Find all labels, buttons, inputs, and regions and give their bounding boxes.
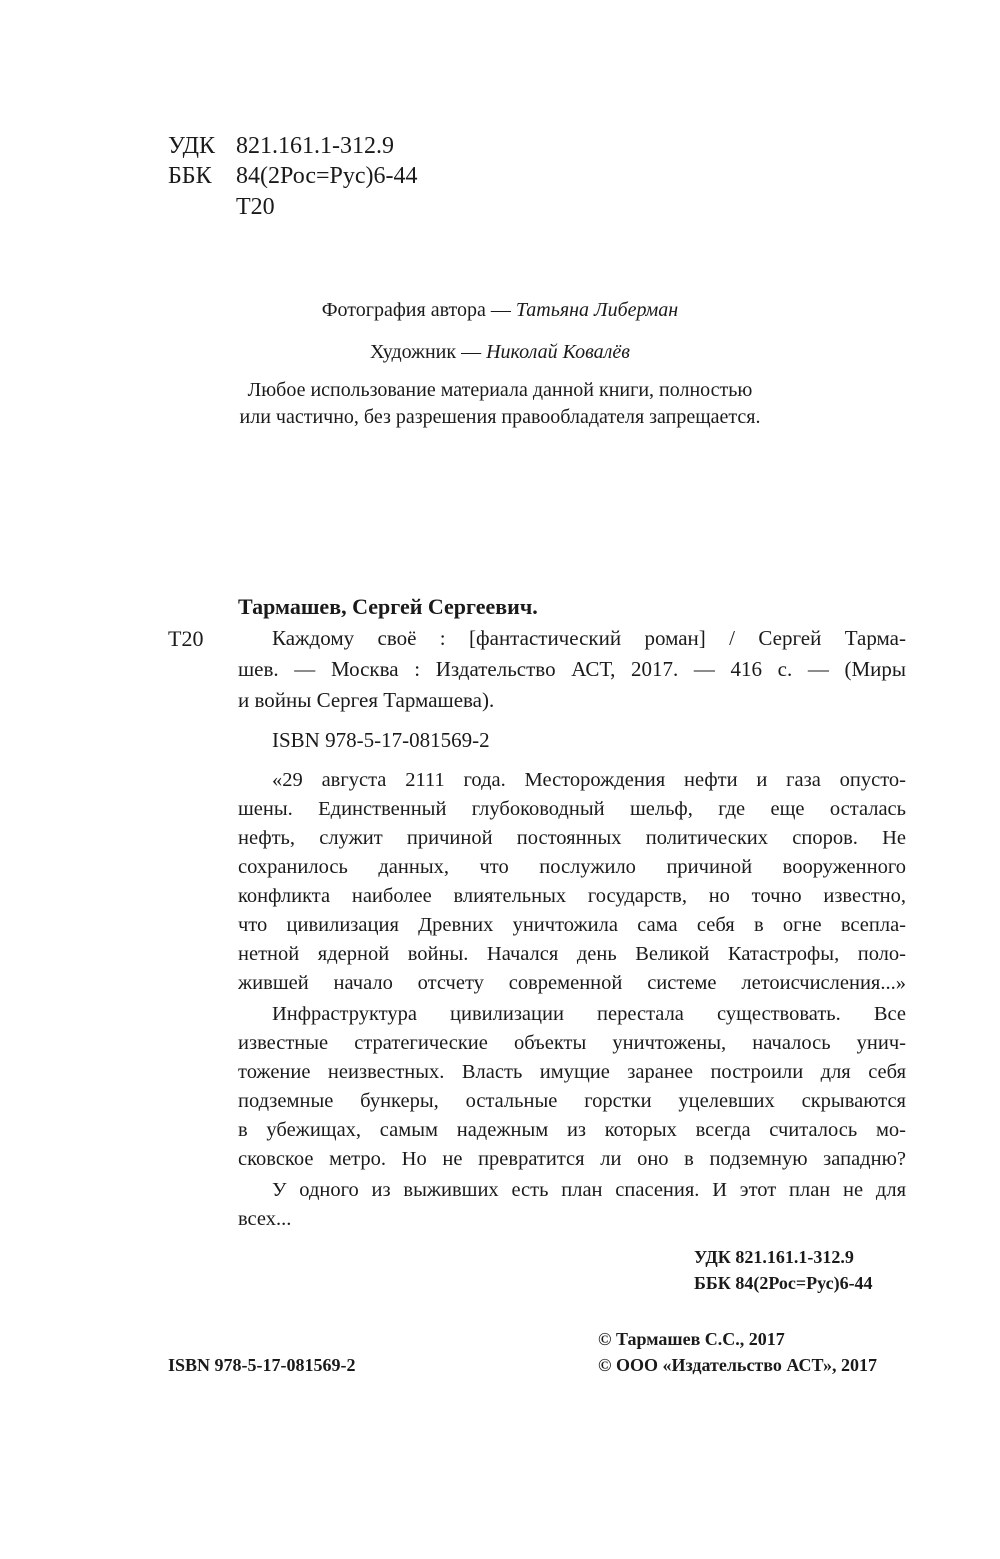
card-author-sign: Т20 [168,626,204,651]
photo-credit [0,297,1000,323]
udk-label: УДК [168,133,215,159]
card-isbn: ISBN 978-5-17-081569-2 [272,728,490,752]
annotation-p1-line-7: нетной ядерной войны. Начался день Великой Катастрофы, поло- [238,943,906,965]
author-sign-top: Т20 [236,194,275,220]
bbk-label: ББК [168,163,212,189]
annotation-p2-line-5: в убежищах, самым надежным из которых всегда считалось мо- [238,1119,906,1141]
annotation-p1-line-3: нефть, служит причиной постоянных политических споров. Не [238,827,906,849]
annotation-p3-line-2: всех... [238,1208,292,1230]
copyright-author: © Тармашев С.С., 2017 [598,1329,785,1349]
card-description-line-2: шев. — Москва : Издательство АСТ, 2017. — 416 с. — (Миры [238,657,906,681]
artist-credit-name: Николай Ковалёв [486,341,630,363]
bbk-value: 84(2Рос=Рус)6-44 [236,163,418,189]
annotation-p2-line-3: тожение неизвестных. Власть имущие заранее построили для себя [238,1061,906,1083]
annotation-p2-line-6: сковское метро. Но не превратится ли оно в подземную западню? [238,1148,906,1170]
annotation-p1-line-5: конфликта наиболее влиятельных государств, но точно известно, [238,885,906,907]
photo-credit-name: Татьяна Либерман [515,299,679,321]
artist-credit [0,339,1000,365]
card-bbk-code: ББК 84(2Рос=Рус)6-44 [694,1273,873,1293]
annotation-p3-line-1: У одного из выживших есть план спасения. И этот план не для [272,1179,906,1201]
usage-notice-line-2: или частично, без разрешения правообладателя запрещается. [239,406,761,428]
copyright-publisher: © ООО «Издательство АСТ», 2017 [598,1355,878,1375]
annotation-p1-line-2: шены. Единственный глубоководный шельф, где еще осталась [238,798,906,820]
card-description-line-3: и войны Сергея Тармашева). [238,688,495,712]
annotation-p2-line-4: подземные бункеры, остальные горстки уцелевших скрываются [238,1090,906,1112]
annotation-p1-line-6: что цивилизация Древних уничтожила сама себя в огне всепла- [238,914,906,936]
annotation-p1-line-1: «29 августа 2111 года. Месторождения нефти и газа опусто- [272,769,906,791]
usage-notice-line-1: Любое использование материала данной книги, полностью [247,379,753,401]
annotation-p2-line-2: известные стратегические объекты уничтожены, началось унич- [238,1032,906,1054]
artist-credit-label: Художник — [370,341,487,363]
annotation-p2-line-1: Инфраструктура цивилизации перестала существовать. Все [272,1003,906,1025]
card-description-line-1: Каждому своё : [фантастический роман] / Сергей Тарма- [272,626,906,650]
photo-credit-label: Фотография автора — [321,299,516,321]
bbk-row [168,160,468,192]
udk-row [168,130,468,162]
annotation-p1-line-8: жившей начало отсчету современной системе летоисчисления...» [238,972,906,994]
card-udk-code: УДК 821.161.1-312.9 [694,1247,854,1267]
card-author: Тармашев, Сергей Сергеевич. [238,594,538,619]
footer-isbn: ISBN 978-5-17-081569-2 [168,1355,356,1375]
udk-value: 821.161.1-312.9 [236,133,394,159]
annotation-p1-line-4: сохранилось данных, что послужило причиной вооруженного [238,856,906,878]
